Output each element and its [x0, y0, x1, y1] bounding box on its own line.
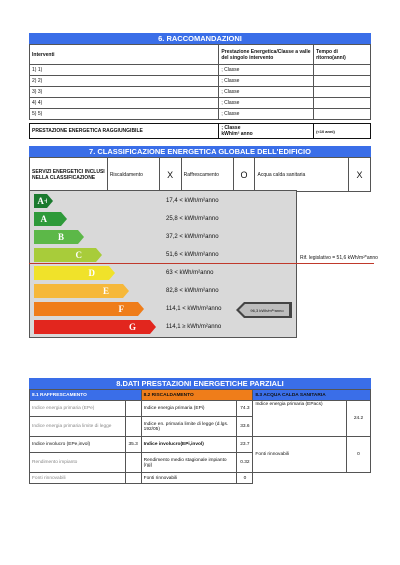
section-6-title: 6. RACCOMANDAZIONI [29, 33, 371, 44]
intervento-label: 1) 1) [30, 65, 219, 76]
class-tip [61, 212, 67, 226]
risc-label: Indice involucro(EPi,invol) [141, 437, 237, 453]
class-bar-a [34, 212, 61, 226]
class-bar-e [34, 284, 123, 298]
class-bar-a-plus [34, 194, 47, 208]
intervento-classe: ; Classe [219, 109, 314, 120]
risc-value: 0 [237, 473, 253, 484]
intervento-classe: ; Classe [219, 98, 314, 109]
raffrescamento-header: 8.1 RAFFRESCAMENTO [30, 390, 142, 401]
col-tempo: Tempo di ritorno(anni) [314, 45, 371, 65]
class-fill [34, 284, 123, 298]
servizi-table [29, 157, 371, 192]
class-tip [78, 230, 84, 244]
intervento-label: 5) 5) [30, 109, 219, 120]
table-row [30, 98, 371, 109]
raffrescamento-label: Raffrescamento [181, 158, 233, 192]
legislative-reference-text: Rif. legislativo = 51,6 kWh/m²*anno [300, 255, 378, 261]
risc-label: Indice energia primaria (EPi) [141, 401, 237, 417]
table-row [30, 87, 371, 98]
class-range: 17,4 < kWh/m²anno [166, 198, 219, 204]
legislative-reference-line [29, 263, 374, 264]
class-label: A+ [37, 196, 49, 206]
acs-label: Fonti rinnovabili [253, 437, 347, 473]
acs-label: Indice energia primaria (EPacs) [253, 401, 347, 437]
class-bar-g [34, 320, 150, 334]
table-row [30, 65, 371, 76]
class-tip [123, 284, 129, 298]
raff-label: Fonti rinnovabili [30, 473, 126, 484]
section-classificazione [29, 146, 371, 192]
intervento-label: 2) 2) [30, 76, 219, 87]
intervento-classe: ; Classe [219, 76, 314, 87]
intervento-label: 4) 4) [30, 98, 219, 109]
class-range: 51,6 < kWh/m²anno [166, 252, 219, 258]
risc-value: 74.3 [237, 401, 253, 417]
raff-value [125, 417, 141, 437]
section-prestazioni-parziali [29, 378, 371, 484]
raff-label: Rendimento impianto [30, 453, 126, 473]
class-bar-d [34, 266, 109, 280]
raffrescamento-mark: O [233, 158, 255, 192]
raff-label: Indice energia primaria limite di legge [30, 417, 126, 437]
class-tip [47, 194, 53, 208]
class-fill [34, 230, 78, 244]
intervento-classe: ; Classe [219, 65, 314, 76]
raff-value [125, 401, 141, 417]
risc-label: Indice en. primaria limite di legge (d.lgs. 192/05) [141, 417, 237, 437]
class-label: F [118, 304, 124, 314]
class-tip [138, 302, 144, 316]
prestazione-raggiungibile-classe [219, 124, 314, 139]
section-8-title: 8.DATI PRESTAZIONI ENERGETICHE PARZIALI [29, 378, 371, 389]
intervento-tempo [314, 98, 371, 109]
raff-label: Indice energia primaria (EPe) [30, 401, 126, 417]
col-interventi: Interventi [30, 45, 219, 65]
risc-label: Rendimento medio stagionale impianto (ηg) [141, 453, 237, 473]
class-range: 114,1 ≥ kWh/m²anno [166, 324, 222, 330]
raff-label: Indice involucro (EPe,invol) [30, 437, 126, 453]
riscaldamento-label: Riscaldamento [107, 158, 159, 192]
intervento-tempo [314, 65, 371, 76]
class-bar-c [34, 248, 96, 262]
raff-value: 35.3 [125, 437, 141, 453]
risc-value: 0.32 [237, 453, 253, 473]
class-range: 25,8 < kWh/m²anno [166, 216, 219, 222]
table-row [30, 473, 371, 484]
col-prestazione: Prestazione Energetica/Classe a valle del singolo intervento [219, 45, 314, 65]
final-unit: kWh/m² anno [221, 131, 253, 137]
acs-empty [347, 473, 371, 484]
class-range: 63 < kWh/m²anno [166, 270, 214, 276]
riscaldamento-mark: X [159, 158, 181, 192]
section-raccomandazioni [29, 33, 371, 139]
class-bar-f [34, 302, 138, 316]
class-tip [109, 266, 115, 280]
class-fill [34, 248, 96, 262]
class-label: D [88, 268, 95, 278]
class-label: A [40, 214, 47, 224]
servizi-label: SERVIZI ENERGETICI INCLUSI NELLA CLASSIFICAZIONE [30, 158, 108, 192]
final-tempo: (<10 anni) [314, 124, 371, 139]
class-label: G [128, 322, 136, 332]
arrow-value: 96,3 kWh/m²*anno [250, 308, 284, 313]
class-range: 114,1 < kWh/m²anno [166, 306, 222, 312]
acs-value: 0 [347, 437, 371, 473]
intervento-classe: ; Classe [219, 87, 314, 98]
risc-value: 33.6 [237, 417, 253, 437]
table-row [30, 401, 371, 417]
class-label: B [57, 232, 64, 242]
class-tip [96, 248, 102, 262]
acqua-label: Acqua calda sanitaria [255, 158, 349, 192]
riscaldamento-header: 8.2 RISCALDAMENTO [141, 390, 253, 401]
raccomandazioni-table [29, 44, 371, 139]
class-fill [34, 212, 61, 226]
class-range: 82,8 < kWh/m²anno [166, 288, 219, 294]
intervento-label: 3) 3) [30, 87, 219, 98]
class-tip [150, 320, 156, 334]
acs-value: 24.2 [347, 401, 371, 437]
class-bar-b [34, 230, 78, 244]
class-fill [34, 266, 109, 280]
class-label: C [75, 250, 82, 260]
section-7-title: 7. CLASSIFICAZIONE ENERGETICA GLOBALE DELL'EDIFICIO [29, 146, 371, 157]
prestazioni-table [29, 389, 371, 484]
table-row [30, 109, 371, 120]
risc-value: 23.7 [237, 437, 253, 453]
intervento-tempo [314, 87, 371, 98]
prestazione-raggiungibile-row [30, 124, 371, 139]
prestazione-raggiungibile-label: PRESTAZIONE ENERGETICA RAGGIUNGIBILE [30, 124, 219, 139]
intervento-tempo [314, 76, 371, 87]
class-label: E [102, 286, 109, 296]
building-class-arrow [236, 302, 292, 318]
acs-empty [253, 473, 347, 484]
intervento-tempo [314, 109, 371, 120]
risc-label: Fonti rinnovabili [141, 473, 237, 484]
table-row [30, 76, 371, 87]
class-range: 37,2 < kWh/m²anno [166, 234, 219, 240]
table-row [30, 437, 371, 453]
final-classe: ; Classe [221, 125, 241, 131]
raff-value [125, 473, 141, 484]
acqua-mark: X [349, 158, 371, 192]
acs-header: 8.3 ACQUA CALDA SANITARIA [253, 390, 371, 401]
raff-value [125, 453, 141, 473]
